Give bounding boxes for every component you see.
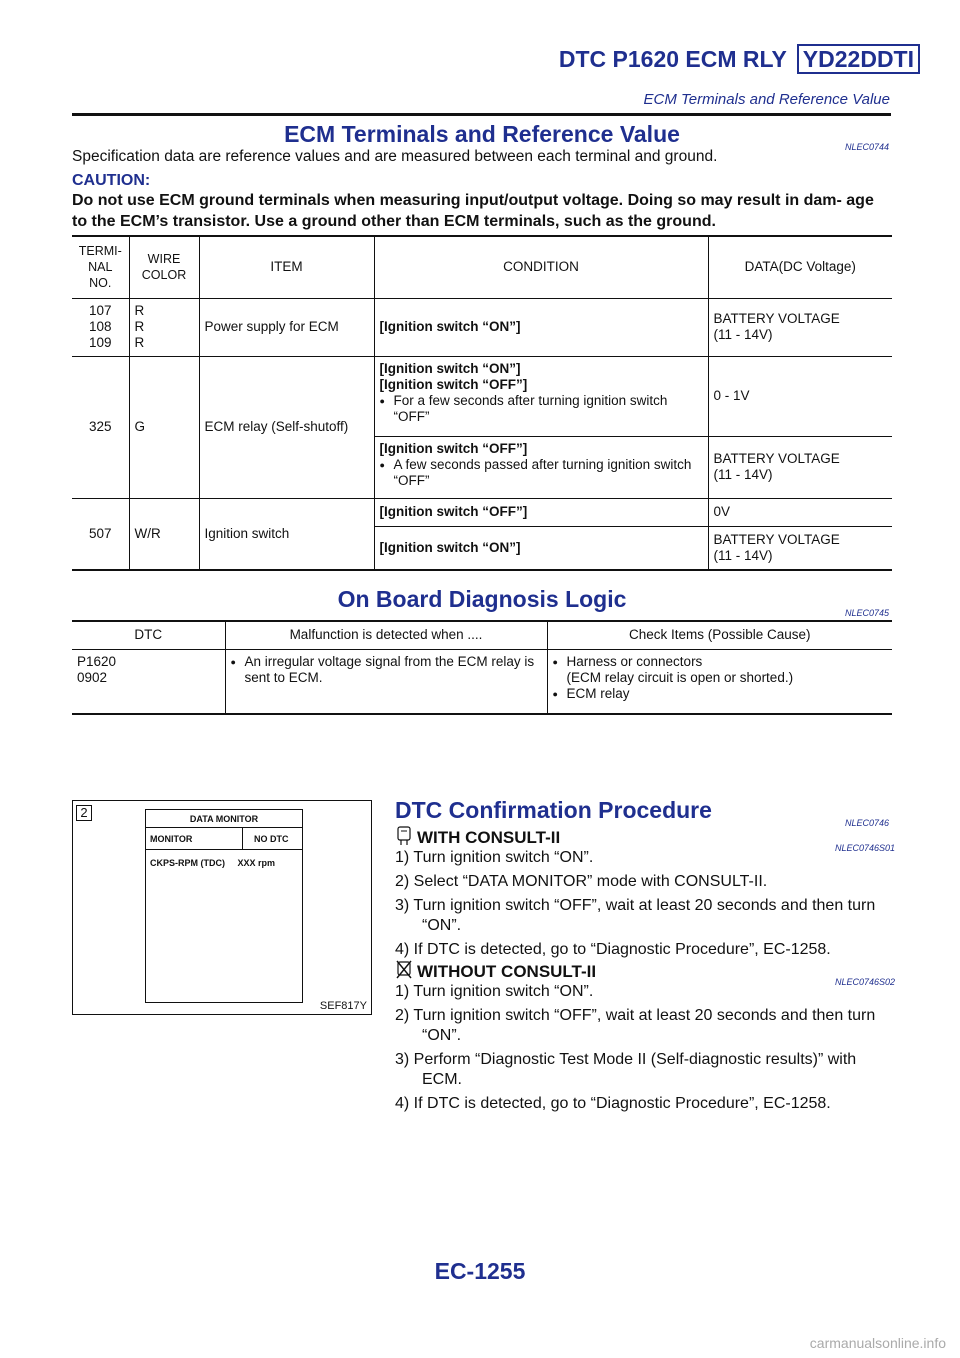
check-items: [547, 649, 892, 714]
procedure-title: DTC Confirmation Procedure: [395, 797, 712, 823]
caution-text: Do not use ECM ground terminals when measuring input/output voltage. Doing so may result in dam- age to the ECM’s transistor. Use a ground other than ECM terminals, such as the ground.: [72, 192, 874, 230]
item: Ignition switch: [199, 498, 374, 570]
wire-color: R R R: [129, 298, 199, 356]
step: 2) Select “DATA MONITOR” mode with CONSULT-II.: [395, 873, 768, 890]
terminals-title: ECM Terminals and Reference Value: [284, 121, 680, 147]
procedure-code: NLEC0746: [845, 818, 890, 828]
item: Power supply for ECM: [199, 298, 374, 356]
col-detected: Malfunction is detected when ....: [225, 621, 547, 649]
item: ECM relay (Self-shutoff): [199, 356, 374, 498]
terminals-intro: Specification data are reference values and are measured between each terminal and ground.: [72, 148, 718, 165]
detected-bullet: ● An irregular voltage signal from the ECM relay is sent to ECM.: [231, 654, 542, 686]
col-dtc: DTC: [72, 621, 225, 649]
with-consult-heading: [395, 826, 560, 848]
without-consult-steps: [395, 982, 895, 1118]
condition: [374, 436, 708, 498]
data-value: 0V: [708, 498, 892, 526]
step: 4) If DTC is detected, go to “Diagnostic Procedure”, EC-1258.: [395, 1095, 831, 1112]
header-rule: [72, 113, 891, 116]
check-item-note: (ECM relay circuit is open or shorted.): [566, 669, 794, 685]
without-consult-heading: [395, 960, 596, 982]
with-consult-title: WITH CONSULT-II: [417, 828, 561, 847]
screen-col-monitor: MONITOR: [150, 834, 193, 844]
step: 1) Turn ignition switch “ON”.: [395, 983, 594, 1000]
condition: [Ignition switch “ON”]: [374, 298, 708, 356]
watermark: carmanualsonline.info: [809, 1335, 946, 1351]
condition: [Ignition switch “OFF”]: [374, 498, 708, 526]
model-badge: YD22DDTI: [797, 44, 920, 74]
with-consult-code: NLEC0746S01: [835, 843, 896, 853]
table-row: [72, 649, 892, 714]
condition: [374, 356, 708, 436]
screen-title: DATA MONITOR: [146, 810, 302, 828]
section-title: DTC P1620 ECM RLY: [558, 46, 787, 72]
col-check: Check Items (Possible Cause): [547, 621, 892, 649]
data-value: 0 - 1V: [708, 356, 892, 436]
page-number: EC-1255: [434, 1258, 526, 1284]
figure-number: 2: [76, 805, 92, 821]
dtc-code: P1620 0902: [72, 649, 225, 714]
terminals-code: NLEC0744: [845, 142, 890, 152]
logic-code: NLEC0745: [845, 608, 890, 618]
screen-divider: [242, 828, 243, 850]
col-condition: CONDITION: [374, 236, 708, 298]
detected-condition: [225, 649, 547, 714]
table-header-row: [72, 621, 892, 649]
consult-screen-figure: [72, 800, 372, 1015]
screen-data-row: CKPS-RPM (TDC) XXX rpm: [150, 858, 276, 868]
table-row: [72, 356, 892, 436]
logic-title: On Board Diagnosis Logic: [337, 586, 627, 612]
data-value: BATTERY VOLTAGE (11 - 14V): [708, 436, 892, 498]
logic-table: [72, 620, 892, 715]
step: 3) Turn ignition switch “OFF”, wait at least 20 seconds and then turn “ON”.: [395, 897, 876, 934]
figure-code: SEF817Y: [319, 1000, 367, 1012]
col-wire: WIRE COLOR: [129, 236, 199, 298]
check-item: ● ECM relay: [553, 686, 888, 702]
col-terminal: TERMI- NAL NO.: [72, 236, 129, 298]
wire-color: W/R: [129, 498, 199, 570]
table-header-row: [72, 236, 892, 298]
no-tool-icon: [395, 960, 413, 980]
consult-tool-icon: [395, 826, 413, 846]
wire-color: G: [129, 356, 199, 498]
condition-head: [Ignition switch “ON”] [Ignition switch “OFF”]: [379, 360, 528, 392]
screen-header-row: [146, 828, 302, 850]
condition: [Ignition switch “ON”]: [374, 526, 708, 570]
terminal-no: 107 108 109: [72, 298, 129, 356]
step: 2) Turn ignition switch “OFF”, wait at least 20 seconds and then turn “ON”.: [395, 1007, 876, 1044]
screen-col-status: NO DTC: [254, 834, 289, 844]
terminal-no: 325: [72, 356, 129, 498]
caution-label: CAUTION:: [72, 172, 151, 189]
data-monitor-screen: [145, 809, 303, 1003]
step: 3) Perform “Diagnostic Test Mode II (Self-diagnostic results)” with ECM.: [395, 1051, 857, 1088]
terminal-no: 507: [72, 498, 129, 570]
step: 1) Turn ignition switch “ON”.: [395, 849, 594, 866]
terminals-table: [72, 235, 892, 571]
condition-bullet: ● For a few seconds after turning ignition switch “OFF”: [380, 393, 703, 425]
page-title: [540, 44, 920, 74]
table-row: [72, 298, 892, 356]
table-row: [72, 498, 892, 526]
data-value: BATTERY VOLTAGE (11 - 14V): [708, 298, 892, 356]
without-consult-code: NLEC0746S02: [835, 977, 896, 987]
step: 4) If DTC is detected, go to “Diagnostic Procedure”, EC-1258.: [395, 941, 831, 958]
condition-head: [Ignition switch “OFF”]: [379, 440, 528, 456]
col-data: DATA(DC Voltage): [708, 236, 892, 298]
data-value: BATTERY VOLTAGE (11 - 14V): [708, 526, 892, 570]
check-item: ● Harness or connectors: [553, 654, 888, 670]
without-consult-title: WITHOUT CONSULT-II: [417, 962, 597, 981]
col-item: ITEM: [199, 236, 374, 298]
with-consult-steps: [395, 848, 895, 964]
page-subtitle: ECM Terminals and Reference Value: [643, 91, 890, 108]
condition-bullet: ● A few seconds passed after turning ignition switch “OFF”: [380, 457, 703, 489]
